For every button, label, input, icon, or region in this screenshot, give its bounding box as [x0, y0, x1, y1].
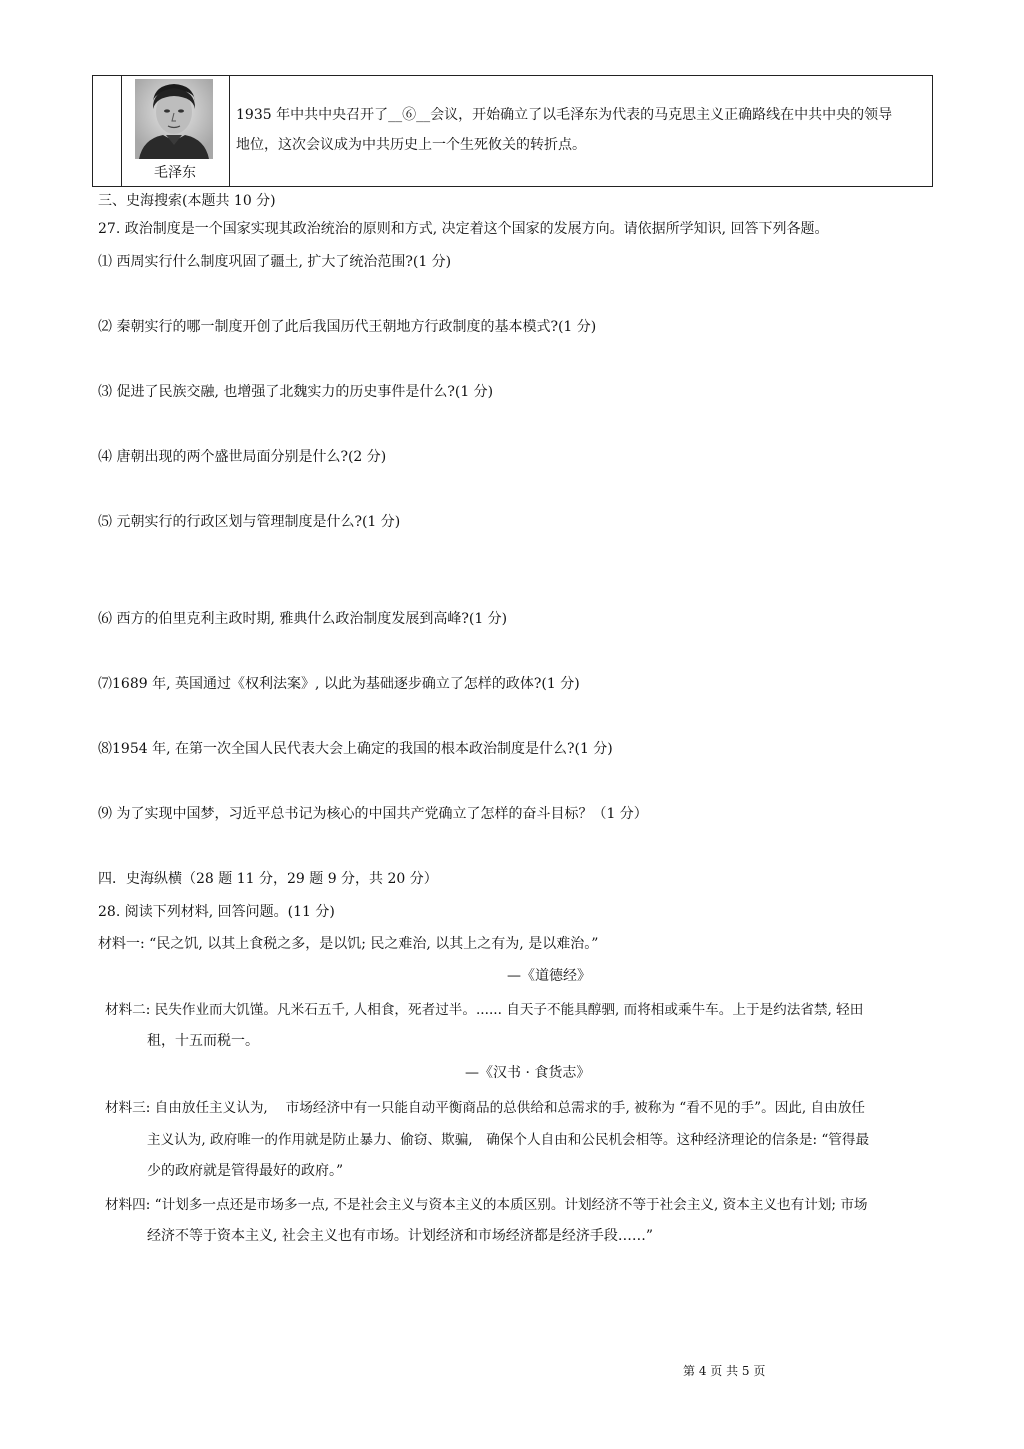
question-27: 27. 政治制度是一个国家实现其政治统治的原则和方式, 决定着这个国家的发展方向。请依据所学知识, 回答下列各题。	[98, 221, 829, 237]
material-2-source: —《汉书 · 食货志》	[465, 1065, 591, 1081]
subquestion-7: ⑺1689 年, 英国通过《权利法案》, 以此为基础逐步确立了怎样的政体?(1 分)	[98, 676, 580, 692]
material-3-line: 材料三: 自由放任主义认为, 市场经济中有一只能自动平衡商品的总供给和总需求的手, 被称为 “看不见的手”。因此, 自由放任	[105, 1100, 865, 1116]
material-4-line: 经济不等于资本主义, 社会主义也有市场。计划经济和市场经济都是经济手段……”	[147, 1228, 654, 1244]
material-1-source: —《道德经》	[507, 968, 591, 984]
portrait-cell	[121, 76, 230, 186]
table-text-line: 1935 年中共中央召开了__⑥__会议，开始确立了以毛泽东为代表的马克思主义正确路线在中共中央的领导	[236, 107, 893, 123]
subquestion-2: ⑵ 秦朝实行的哪一制度开创了此后我国历代王朝地方行政制度的基本模式?(1 分)	[98, 319, 597, 335]
subquestion-9: ⑼ 为了实现中国梦，习近平总书记为核心的中国共产党确立了怎样的奋斗目标？（1 分）	[98, 806, 648, 822]
section4-heading: 四．史海纵横（28 题 11 分，29 题 9 分，共 20 分）	[98, 871, 438, 887]
subquestion-8: ⑻1954 年, 在第一次全国人民代表大会上确定的我国的根本政治制度是什么?(1 分)	[98, 741, 613, 757]
top-table	[92, 75, 933, 187]
subquestion-1: ⑴ 西周实行什么制度巩固了疆土, 扩大了统治范围?(1 分)	[98, 254, 452, 270]
subquestion-6: ⑹ 西方的伯里克利主政时期, 雅典什么政治制度发展到高峰?(1 分)	[98, 611, 508, 627]
subquestion-5: ⑸ 元朝实行的行政区划与管理制度是什么?(1 分)	[98, 514, 401, 530]
subquestion-3: ⑶ 促进了民族交融, 也增强了北魏实力的历史事件是什么?(1 分)	[98, 384, 494, 400]
portrait-caption: 毛泽东	[154, 165, 196, 181]
question-28: 28. 阅读下列材料, 回答问题。(11 分)	[98, 904, 335, 920]
section3-heading: 三、史海搜索(本题共 10 分)	[98, 193, 276, 209]
material-3-line: 主义认为, 政府唯一的作用就是防止暴力、偷窃、欺骗, 确保个人自由和公民机会相等。这种经济理论的信条是: “管得最	[147, 1132, 870, 1148]
subquestion-4: ⑷ 唐朝出现的两个盛世局面分别是什么?(2 分)	[98, 449, 387, 465]
material-2-line: 租，十五而税一。	[147, 1033, 259, 1049]
portrait-photo	[135, 79, 213, 159]
table-text-line: 地位，这次会议成为中共历史上一个生死攸关的转折点。	[236, 137, 586, 153]
material-2-line: 材料二: 民失作业而大饥馑。凡米石五千, 人相食，死者过半。...... 自天子不能具醇驷, 而将相或乘牛车。上于是约法省禁, 轻田	[105, 1002, 864, 1018]
page-footer: 第 4 页 共 5 页	[683, 1364, 766, 1378]
material-1: 材料一: “民之饥, 以其上食税之多，是以饥; 民之难治, 以其上之有为, 是以难治。”	[98, 936, 599, 952]
table-blank-cell	[93, 76, 122, 186]
table-text	[236, 100, 926, 160]
table-text-cell	[230, 76, 932, 186]
material-4-line: 材料四: “计划多一点还是市场多一点, 不是社会主义与资本主义的本质区别。计划经济不等于社会主义, 资本主义也有计划; 市场	[105, 1197, 868, 1213]
material-3-line: 少的政府就是管得最好的政府。”	[147, 1163, 344, 1179]
